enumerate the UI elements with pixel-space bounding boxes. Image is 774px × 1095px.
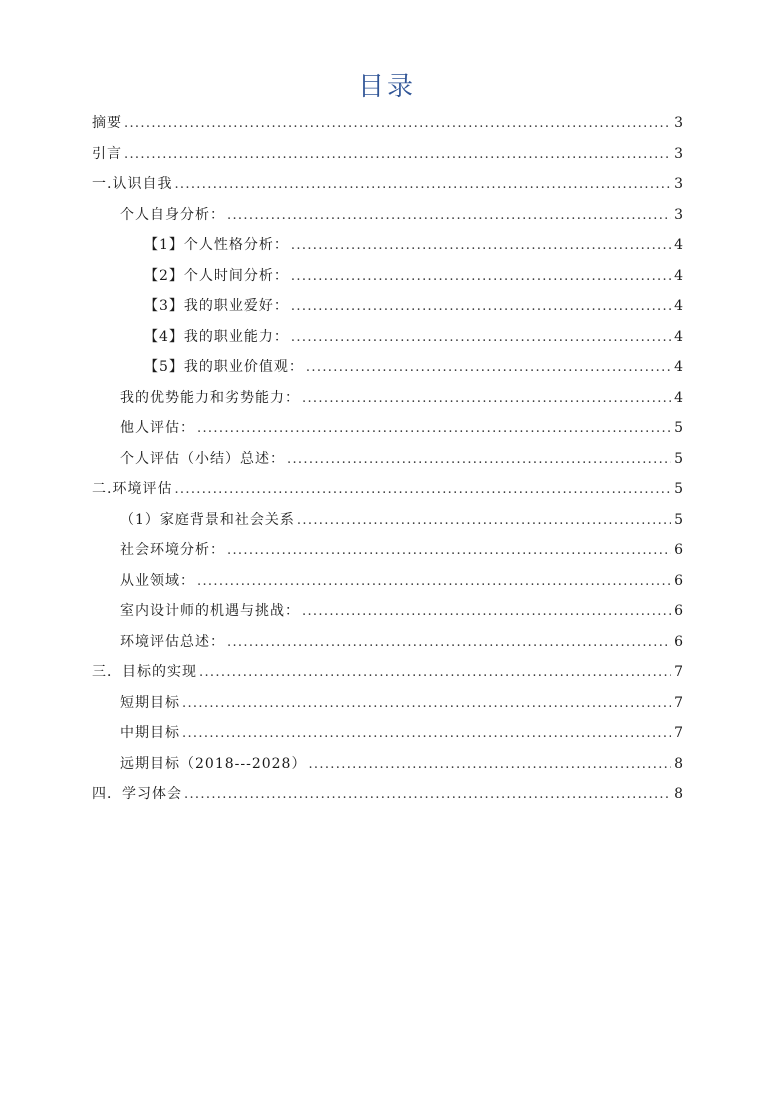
- toc-dot-leader: [302, 597, 671, 628]
- toc-entry[interactable]: [92, 169, 683, 200]
- toc-entry[interactable]: [92, 413, 683, 444]
- toc-dot-leader: [291, 323, 671, 354]
- toc-dot-leader: [184, 780, 671, 811]
- toc-entry-page-number: 7: [674, 664, 683, 680]
- toc-entry-page-number: 7: [674, 694, 683, 711]
- toc-dot-leader: [287, 445, 671, 476]
- toc-entry-label: 中期目标: [120, 725, 180, 741]
- toc-entry-label: 个人自身分析：: [120, 206, 225, 223]
- toc-entry[interactable]: [92, 261, 683, 292]
- toc-dot-leader: [199, 658, 671, 689]
- toc-entry-label: 从业领域：: [120, 572, 195, 589]
- toc-entry-page-number: 7: [674, 725, 683, 741]
- toc-entry-label: 短期目标: [120, 694, 180, 711]
- toc-entry[interactable]: [92, 352, 683, 383]
- toc-entry-page-number: 3: [674, 206, 683, 223]
- toc-dot-leader: [197, 567, 671, 598]
- toc-entry-page-number: 4: [674, 237, 683, 253]
- toc-dot-leader: [227, 536, 671, 567]
- toc-entry[interactable]: [92, 230, 683, 261]
- toc-entry-label: 【2】个人时间分析：: [144, 267, 289, 284]
- toc-entry[interactable]: [92, 749, 683, 780]
- toc-dot-leader: [182, 689, 671, 720]
- toc-dot-leader: [297, 506, 671, 537]
- toc-entry-label: 远期目标（2018---2028）: [120, 755, 307, 772]
- toc-entry-page-number: 5: [674, 511, 683, 528]
- toc-entry-page-number: 4: [674, 389, 683, 406]
- toc-dot-leader: [306, 353, 671, 384]
- toc-entry[interactable]: [92, 200, 683, 231]
- toc-dot-leader: [124, 140, 671, 171]
- toc-entry[interactable]: [92, 627, 683, 658]
- toc-entry-page-number: 3: [674, 145, 683, 162]
- toc-entry-label: 我的优势能力和劣势能力：: [120, 389, 300, 406]
- toc-entry[interactable]: [92, 535, 683, 566]
- toc-entry[interactable]: [92, 139, 683, 170]
- toc-entry-page-number: 5: [674, 450, 683, 467]
- toc-dot-leader: [197, 414, 671, 445]
- toc-entry[interactable]: [92, 505, 683, 536]
- toc-entry-page-number: 4: [674, 328, 683, 345]
- toc-dot-leader: [124, 109, 671, 140]
- toc-entry-label: 二.环境评估: [92, 481, 173, 497]
- toc-dot-leader: [182, 719, 671, 750]
- toc-dot-leader: [291, 262, 671, 293]
- toc-entry-label: 一.认识自我: [92, 176, 173, 192]
- toc-entry-page-number: 8: [674, 786, 683, 802]
- toc-entry[interactable]: [92, 383, 683, 414]
- toc-entry-page-number: 6: [674, 542, 683, 558]
- toc-dot-leader: [174, 475, 671, 506]
- toc-entry-label: 三．目标的实现: [92, 664, 197, 680]
- toc-entry-label: 【4】我的职业能力：: [144, 328, 289, 345]
- toc-entry[interactable]: [92, 322, 683, 353]
- toc-entry-label: （1）家庭背景和社会关系: [120, 511, 295, 528]
- toc-entry[interactable]: [92, 779, 683, 810]
- toc-entry-page-number: 4: [674, 359, 683, 375]
- toc-dot-leader: [302, 384, 671, 415]
- toc-entry[interactable]: [92, 444, 683, 475]
- toc-entry[interactable]: [92, 108, 683, 139]
- toc-dot-leader: [291, 292, 671, 323]
- toc-entry-page-number: 3: [674, 176, 683, 192]
- toc-entry-label: 社会环境分析：: [120, 542, 225, 558]
- toc-entry-label: 【5】我的职业价值观：: [144, 359, 304, 375]
- toc-entry-label: 【3】我的职业爱好：: [144, 298, 289, 314]
- table-of-contents: [92, 108, 683, 810]
- toc-dot-leader: [227, 201, 671, 232]
- toc-entry[interactable]: [92, 657, 683, 688]
- toc-entry-label: 个人评估（小结）总述：: [120, 450, 285, 467]
- toc-entry-label: 【1】个人性格分析：: [144, 237, 289, 253]
- toc-entry-page-number: 6: [674, 572, 683, 589]
- toc-dot-leader: [174, 170, 671, 201]
- toc-entry-page-number: 4: [674, 267, 683, 284]
- toc-dot-leader: [227, 628, 671, 659]
- toc-entry[interactable]: [92, 291, 683, 322]
- toc-entry[interactable]: [92, 566, 683, 597]
- toc-entry-page-number: 4: [674, 298, 683, 314]
- toc-entry-page-number: 3: [674, 115, 683, 131]
- toc-entry-label: 他人评估：: [120, 420, 195, 436]
- toc-entry-page-number: 6: [674, 603, 683, 619]
- toc-entry-label: 摘要: [92, 115, 122, 131]
- toc-entry-page-number: 6: [674, 633, 683, 650]
- page-title: 目录: [357, 72, 416, 102]
- toc-entry-page-number: 5: [674, 420, 683, 436]
- toc-entry-page-number: 5: [674, 481, 683, 497]
- toc-dot-leader: [308, 750, 671, 781]
- toc-entry-label: 环境评估总述：: [120, 633, 225, 650]
- toc-entry-label: 引言: [92, 145, 122, 162]
- toc-entry[interactable]: [92, 718, 683, 749]
- toc-entry[interactable]: [92, 688, 683, 719]
- toc-entry-page-number: 8: [674, 755, 683, 772]
- toc-dot-leader: [291, 231, 671, 262]
- toc-entry[interactable]: [92, 474, 683, 505]
- toc-entry-label: 室内设计师的机遇与挑战：: [120, 603, 300, 619]
- toc-entry-label: 四．学习体会: [92, 786, 182, 802]
- toc-entry[interactable]: [92, 596, 683, 627]
